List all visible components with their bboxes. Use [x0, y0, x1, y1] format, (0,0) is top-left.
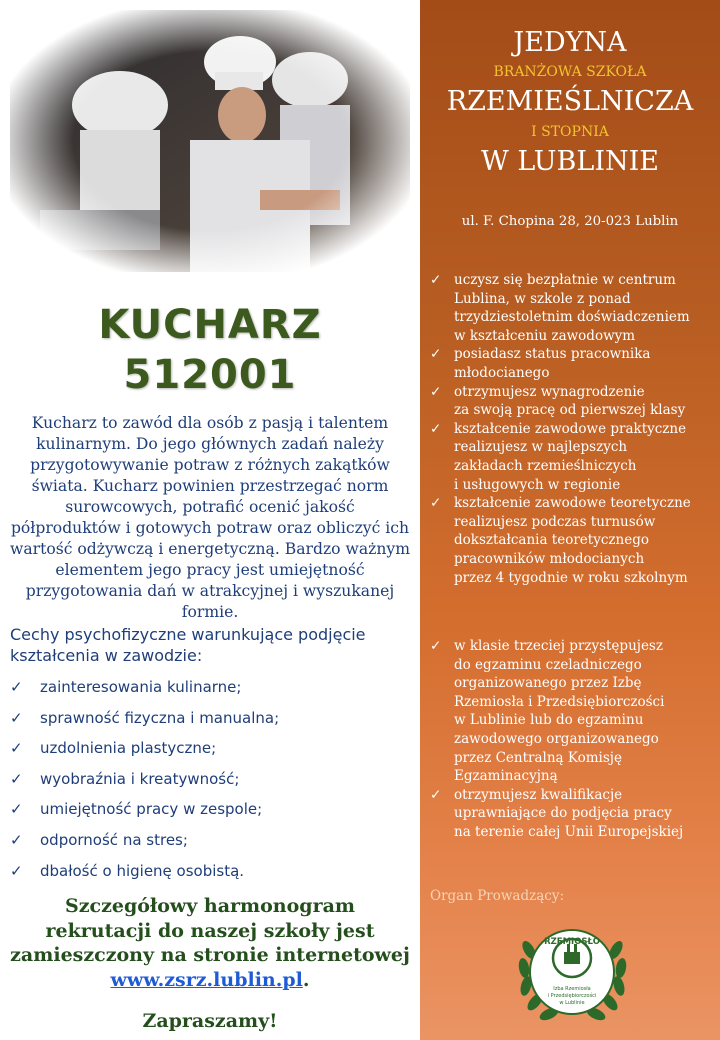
check-mark-icon: ✓ — [430, 346, 442, 363]
school-name-line-5: W LUBLINIE — [481, 146, 659, 177]
invitation-text: Zapraszamy! — [142, 1010, 278, 1032]
trait-text: wyobraźnia i kreatywność; — [40, 769, 240, 788]
list-item — [10, 707, 410, 738]
list-item — [428, 420, 718, 494]
school-name-line-3: RZEMIEŚLNICZA — [446, 86, 694, 117]
list-item — [428, 271, 718, 345]
school-website-link[interactable]: www.zsrz.lublin.pl — [110, 968, 303, 991]
benefit-text: posiadasz status pracownika młodocianego — [454, 346, 651, 381]
benefit-text: w klasie trzeciej przystępujesz do egzaminu czeladniczego organizowanego przez Izbę Rzemiosła i Przedsiębiorczości w Lublinie lub do egzaminu zawodowego organizowanego przez Centralną Komisję Egzaminacyjną — [454, 638, 665, 785]
list-item — [10, 798, 410, 829]
logo-text-top: RZEMIOSŁO — [544, 937, 600, 947]
check-mark-icon: ✓ — [10, 739, 23, 758]
school-name-line-4: I STOPNIA — [531, 124, 609, 140]
benefit-text: kształcenie zawodowe praktyczne realizujesz w najlepszych zakładach rzemieślniczych i usługowych w regionie — [454, 420, 687, 493]
benefit-text: uczysz się bezpłatnie w centrum Lublina, w szkole z ponad trzydziestoletnim doświadczeniem w kształceniu zawodowym — [454, 272, 690, 344]
check-mark-icon: ✓ — [430, 495, 442, 512]
traits-list — [10, 676, 410, 890]
logo-text-line-1: Izba Rzemiosła — [553, 986, 591, 992]
benefit-text: kształcenie zawodowe teoretyczne realizujesz podczas turnusów dokształcania teoretycznego pracowników młodocianych przez 4 tygodnie w roku szkolnym — [454, 495, 691, 586]
trait-text: uzdolnienia plastyczne; — [40, 739, 217, 758]
list-item — [10, 768, 410, 799]
benefits-list-top — [428, 271, 718, 587]
school-address: ul. F. Chopina 28, 20-023 Lublin — [461, 214, 679, 229]
check-mark-icon: ✓ — [10, 830, 23, 849]
profession-description: Kucharz to zawód dla osób z pasją i talentem kulinarnym. Do jego głównych zadań należy przygotowywanie potraw z różnych zakątków świata. Kucharz powinien przestrzegać norm surowcowych, potrafić ocenić jakość półproduktów i gotowych potraw oraz obliczyć ich wartość odżywczą i energetyczną. Bardzo ważnym elementem jego pracy jest umiejętność przygotowania dań w atrakcyjnej i wyszukanej formie. — [9, 414, 411, 621]
check-mark-icon: ✓ — [10, 678, 23, 696]
list-item — [10, 676, 410, 707]
schedule-end: . — [302, 968, 310, 991]
trait-text: umiejętność pracy w zespole; — [40, 800, 263, 819]
benefits-list-bottom — [428, 637, 718, 842]
check-mark-icon: ✓ — [10, 861, 23, 880]
list-item — [10, 860, 410, 891]
list-item — [10, 829, 410, 860]
benefit-text: otrzymujesz wynagrodzenie za swoją pracę od pierwszej klasy — [454, 383, 686, 419]
recruitment-schedule-note — [10, 894, 410, 992]
logo-text-line-2: i Przedsiębiorczości — [547, 993, 597, 999]
traits-heading: Cechy psychofizyczne warunkujące podjęcie kształcenia w zawodzie: — [10, 625, 366, 665]
governing-body-label: Organ Prowadzący: — [430, 888, 565, 904]
trait-text: odporność na stres; — [40, 830, 188, 849]
school-name-line-1: JEDYNA — [513, 27, 627, 58]
check-mark-icon: ✓ — [10, 769, 23, 788]
schedule-text: Szczegółowy harmonogram rekrutacji do naszej szkoły jest zamieszczony na stronie internetowej — [10, 895, 410, 966]
check-mark-icon: ✓ — [430, 786, 442, 803]
list-item — [428, 345, 718, 382]
list-item — [428, 383, 718, 420]
check-mark-icon: ✓ — [430, 383, 442, 400]
trait-text: dbałość o higienę osobistą. — [40, 861, 245, 880]
check-mark-icon: ✓ — [430, 638, 442, 654]
check-mark-icon: ✓ — [10, 708, 23, 727]
check-mark-icon: ✓ — [430, 272, 442, 288]
check-mark-icon: ✓ — [10, 800, 23, 819]
list-item — [428, 494, 718, 587]
chef-photo — [10, 10, 410, 272]
list-item — [428, 786, 718, 842]
trait-text: sprawność fizyczna i manualna; — [40, 708, 280, 727]
check-mark-icon: ✓ — [430, 420, 442, 437]
benefit-text: otrzymujesz kwalifikacje uprawniające do podjęcia pracy na terenie całej Unii Europejskiej — [454, 786, 684, 840]
right-column — [420, 0, 720, 1040]
profession-title: KUCHARZ — [98, 302, 322, 348]
craft-chamber-logo — [515, 910, 630, 1030]
school-name-line-2: BRANŻOWA SZKOŁA — [493, 64, 647, 80]
logo-text-line-3: w Lublinie — [559, 1000, 585, 1006]
list-item — [428, 637, 718, 786]
profession-code: 512001 — [123, 352, 297, 398]
trait-text: zainteresowania kulinarne; — [40, 678, 242, 696]
list-item — [10, 737, 410, 768]
